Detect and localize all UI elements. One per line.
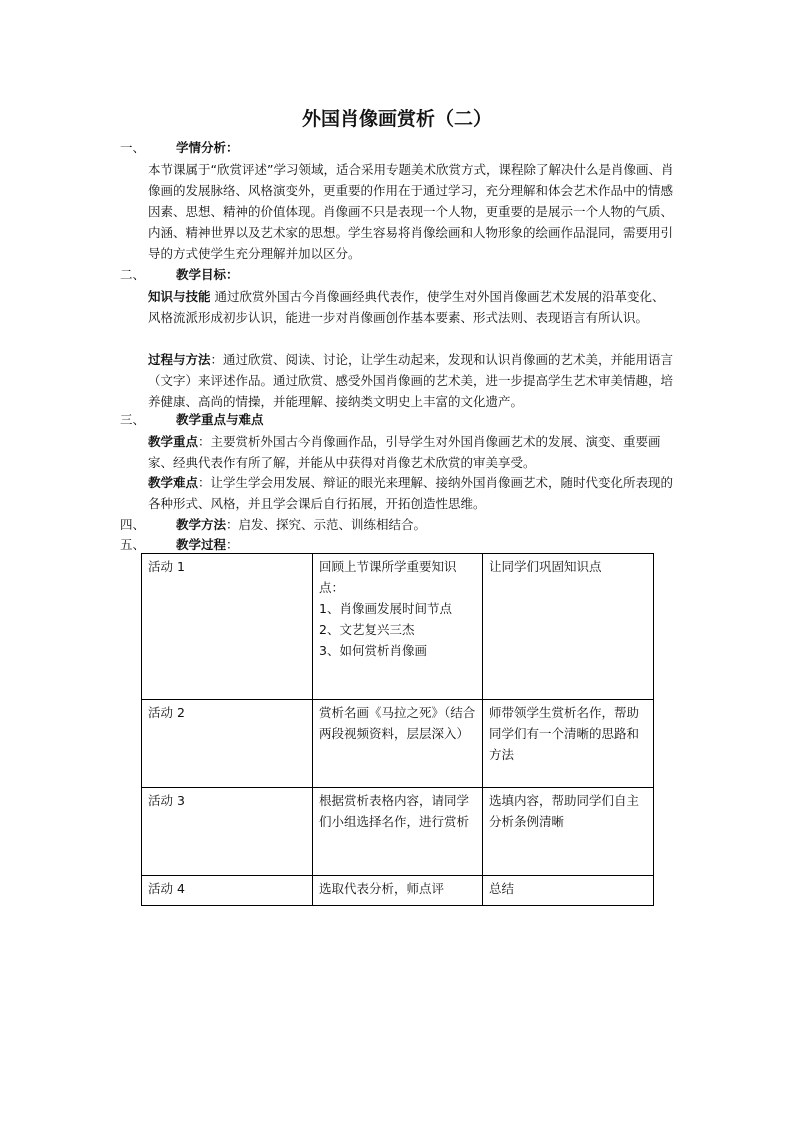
list-item: 2、文艺复兴三杰 [319,622,415,637]
list-item: 3、如何赏析肖像画 [319,643,427,658]
content-cell: 选取代表分析，师点评 [313,876,483,906]
activity-cell: 活动 2 [142,700,313,788]
purpose-cell: 总结 [482,876,653,906]
list-item: 1、肖像画发展时间节点 [319,601,452,616]
section-title: 学情分析： [176,140,239,155]
purpose-cell: 师带领学生赏析名作，帮助同学们有一个清晰的思路和方法 [482,700,653,788]
section-title: 教学方法 [176,517,227,532]
document-title: 外国肖像画赏析（二） [301,108,492,130]
section-1-heading [120,138,680,156]
content-cell [313,554,483,700]
teaching-focus-paragraph: 教学重点：主要赏析外国古今肖像画作品，引导学生对外国肖像画艺术的发展、演变、重要画家、经典代表作有所了解，并能从中获得对肖像艺术欣赏的审美享受。 [148,434,661,470]
section-2-heading [120,265,680,283]
section-number: 一、 [120,140,146,155]
purpose-cell: 让同学们巩固知识点 [482,554,653,700]
section-number: 五、 [120,537,146,552]
table-row [142,700,654,788]
table-row [142,876,654,906]
section-5-heading: 五、 教学过程： [120,537,239,552]
section-title: 教学目标： [176,267,239,282]
paragraph-label: 教学难点 [148,475,199,490]
paragraph-label: 教学重点 [148,434,199,449]
section-title: 教学过程 [176,537,227,552]
section-number: 四、 [120,517,146,532]
content-cell: 赏析名画《马拉之死》（结合两段视频资料，层层深入） [313,700,483,788]
paragraph-text: 通过欣赏外国古今肖像画经典代表作，使学生对外国肖像画艺术发展的沿革变化、风格流派形成初步认识，能进一步对肖像画创作基本要素、形式法则、表现语言有所认识。 [148,289,665,325]
section-number: 二、 [120,267,146,282]
knowledge-skills-paragraph [148,286,676,328]
paragraph-label: 过程与方法 [148,352,211,367]
teaching-process-table [141,553,654,906]
teaching-difficulty-paragraph: 教学难点：让学生学会用发展、辩证的眼光来理解、接纳外国肖像画艺术，随时代变化所表现的各种形式、风格，并且学会课后自行拓展，开拓创造性思维。 [148,475,674,511]
purpose-cell: 选填内容，帮助同学们自主分析条例清晰 [482,788,653,876]
paragraph-label: 知识与技能 [148,289,211,304]
content-cell: 根据赏析表格内容，请同学们小组选择名作，进行赏析 [313,788,483,876]
section-inline-text: 启发、探究、示范、训练相结合。 [238,517,427,532]
section-4-heading: 四、 教学方法：启发、探究、示范、训练相结合。 [120,517,427,532]
content-text: 回顾上节课所学重要知识点： [319,559,457,595]
section-title: 教学重点与难点 [176,412,264,427]
table-row [142,554,654,700]
activity-cell: 活动 4 [142,876,313,906]
paragraph-text: 让学生学会用发展、辩证的眼光来理解、接纳外国肖像画艺术，随时代变化所表现的各种形式、风格，并且学会课后自行拓展，开拓创造性思维。 [148,475,674,511]
paragraph-text: 通过欣赏、阅读、讨论，让学生动起来，发现和认识肖像画的艺术美，并能用语言（文字）来评述作品。通过欣赏、感受外国肖像画的艺术美，进一步提高学生艺术审美情趣，培养健康、高尚的情操，并能理解、接纳类文明史上丰富的文化遗产。 [148,352,674,409]
process-method-paragraph: 过程与方法：通过欣赏、阅读、讨论，让学生动起来，发现和认识肖像画的艺术美，并能用语言（文字）来评述作品。通过欣赏、感受外国肖像画的艺术美，进一步提高学生艺术审美情趣，培养健康、高尚的情操，并能理解、接纳类文明史上丰富的文化遗产。 [148,352,674,409]
table-row [142,788,654,876]
activity-cell: 活动 1 [142,554,313,700]
section-3-heading [120,410,680,428]
activity-cell: 活动 3 [142,788,313,876]
paragraph-text: 主要赏析外国古今肖像画作品，引导学生对外国肖像画艺术的发展、演变、重要画家、经典代表作有所了解，并能从中获得对肖像艺术欣赏的审美享受。 [148,434,661,470]
section-1-body: 本节课属于“欣赏评述”学习领域，适合采用专题美术欣赏方式，课程除了解决什么是肖像画、肖像画的发展脉络、风格演变外，更重要的作用在于通过学习，充分理解和体会艺术作品中的情感因素、思想、精神的价值体现。肖像画不只是表现一个人物，更重要的是展示一个人物的气质、内涵、精神世界以及艺术家的思想。学生容易将肖像绘画和人物形象的绘画作品混同，需要用引导的方式使学生充分理解并加以区分。 [148,162,674,261]
section-number: 三、 [120,412,146,427]
